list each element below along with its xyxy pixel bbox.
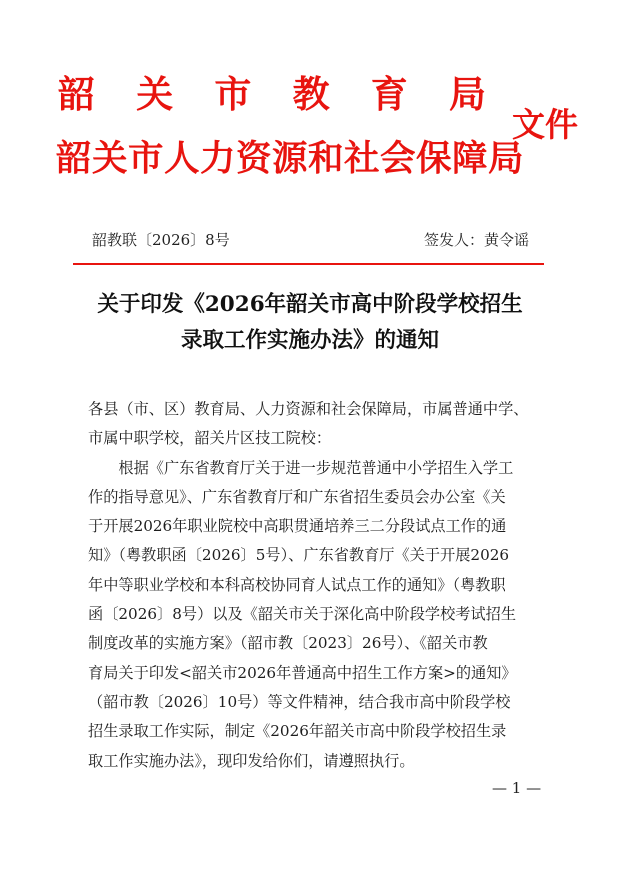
issuer-char: 育 xyxy=(370,72,408,116)
body-line: 招生录取工作实际，制定《2026年韶关市高中阶段学校招生录 xyxy=(88,722,507,741)
issuer-char: 关 xyxy=(136,72,174,116)
issuer-char: 局 xyxy=(448,72,486,116)
body-line: 根据《广东省教育厅关于进一步规范普通中小学招生入学工 xyxy=(88,458,514,477)
body-line: 育局关于印发<韶关市2026年普通高中招生工作方案>的通知》 xyxy=(88,663,517,682)
body-line: 各县（市、区）教育局、人力资源和社会保障局，市属普通中学、 xyxy=(88,400,529,418)
issuer-char: 韶 xyxy=(58,72,95,116)
issuer-char: 市 xyxy=(214,72,252,116)
body-line: 函〔2026〕8号）以及《韶关市关于深化高中阶段学校考试招生 xyxy=(88,605,517,624)
red-separator-line xyxy=(73,263,544,265)
body-line: 知》（粤教职函〔2026〕5号）、广东省教育厅《关于开展2026 xyxy=(88,546,510,565)
body-line: 作的指导意见》、广东省教育厅和广东省招生委员会办公室《关 xyxy=(88,487,506,506)
page-number: — 1 — xyxy=(492,779,542,797)
document-body xyxy=(88,395,560,776)
document-title xyxy=(60,287,560,359)
body-line: （韶市教〔2026〕10号）等文件精神，结合我市高中阶段学校 xyxy=(88,692,511,711)
document-number: 韶教联〔2026〕8号 xyxy=(92,231,230,249)
title-line: 关于印发《2026年韶关市高中阶段学校招生 xyxy=(97,292,523,317)
title-line: 录取工作实施办法》的通知 xyxy=(180,328,439,353)
body-line: 制度改革的实施方案》（韶市教〔2023〕26号）、《韶关市教 xyxy=(88,634,488,653)
issuer-char: 教 xyxy=(292,72,330,116)
issuer-education-bureau xyxy=(58,66,486,122)
body-line: 取工作实施办法》，现印发给你们，请遵照执行。 xyxy=(88,751,415,770)
doc-type-label: 文件 xyxy=(512,105,578,144)
body-line: 市属中职学校，韶关片区技工院校： xyxy=(88,429,331,448)
body-line: 于开展2026年职业院校中高职贯通培养三二分段试点工作的通 xyxy=(88,517,507,536)
issuer-hr-bureau: 韶关市人力资源和社会保障局 xyxy=(56,138,525,179)
body-line: 年中等职业学校和本科高校协同育人试点工作的通知》（粤教职 xyxy=(88,575,506,594)
signer: 签发人：黄令谣 xyxy=(424,231,530,249)
